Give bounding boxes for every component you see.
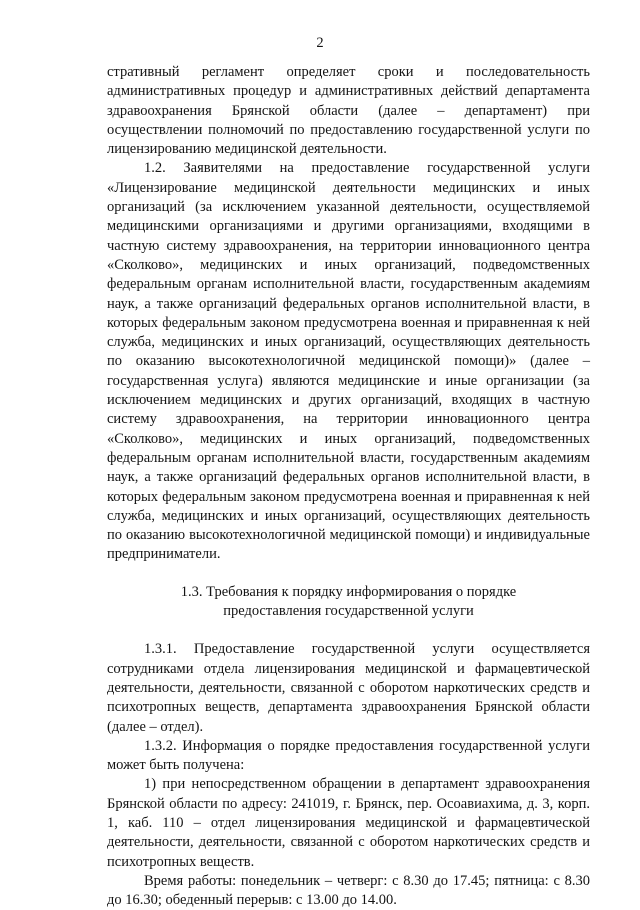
spacer [107,621,590,640]
page-number: 2 [316,35,324,51]
document-body [107,63,590,910]
paragraph-1-2: 1.2. Заявителями на предоставление государственной услуги «Лицензирование медицинской деятельности медицинских и иных организаций (за исключением указанной деятельности, осуществляемой медицинскими организациями и другими организациями, входящими в частную систему здравоохранения, на территории инновационного центра «Сколково», медицинских и иных организаций, подведомственных федеральным органам исполнительной власти, государственным академиям наук, а также организаций федеральных органов исполнительной власти, в которых федеральным законом предусмотрена военная и приравненная к ней служба, медицинских и иных организаций, осуществляющих деятельность по оказанию высокотехнологичной медицинской помощи)» (далее – государственная услуга) являются медицинские и иные организации (за исключением медицинских и других организаций, входящих в частную систему здравоохранения, на территории инновационного центра «Сколково», медицинских и иных организаций, подведомственных федеральным органам исполнительной власти, государственным академиям наук, а также организаций федеральных органов исполнительной власти, в которых федеральным законом предусмотрена военная и приравненная к ней служба, медицинских и иных организаций, осуществляющих деятельность по оказанию высокотехнологичной медицинской помощи) и индивидуальные предприниматели. [107,160,590,563]
spacer [107,565,590,583]
section-heading-line-1: 1.3. Требования к порядку информирования о порядке [180,583,517,600]
paragraph-1-3-1: 1.3.1. Предоставление государственной услуги осуществляется сотрудниками отдела лицензирования медицинской и фармацевтической деятельности, деятельности, связанной с оборотом наркотических средств и психотропных веществ, департамента здравоохранения Брянской области (далее – отдел). [107,641,590,735]
paragraph-intro: стративный регламент определяет сроки и последовательность административных процедур и административных действий департамента здравоохранения Брянской области (далее – департамент) при осуществлении полномочий по предоставлению государственной услуги по лицензированию медицинской деятельности. [107,64,590,158]
paragraph-list-item-1: 1) при непосредственном обращении в департамент здравоохранения Брянской области по адресу: 241019, г. Брянск, пер. Осоавиахима, д. 3, корп. 1, каб. 110 – отдел лицензирования медицинской и фармацевтической деятельности, деятельности, связанной с оборотом наркотических средств и психотропных веществ. [107,776,590,870]
paragraph-working-hours: Время работы: понедельник – четверг: с 8.30 до 17.45; пятница: с 8.30 до 16.30; обеденный перерыв: с 13.00 до 14.00. [107,872,590,909]
paragraph-1-3-2: 1.3.2. Информация о порядке предоставления государственной услуги может быть получена: [107,737,590,774]
section-heading-line-2: предоставления государственной услуги [223,603,474,620]
